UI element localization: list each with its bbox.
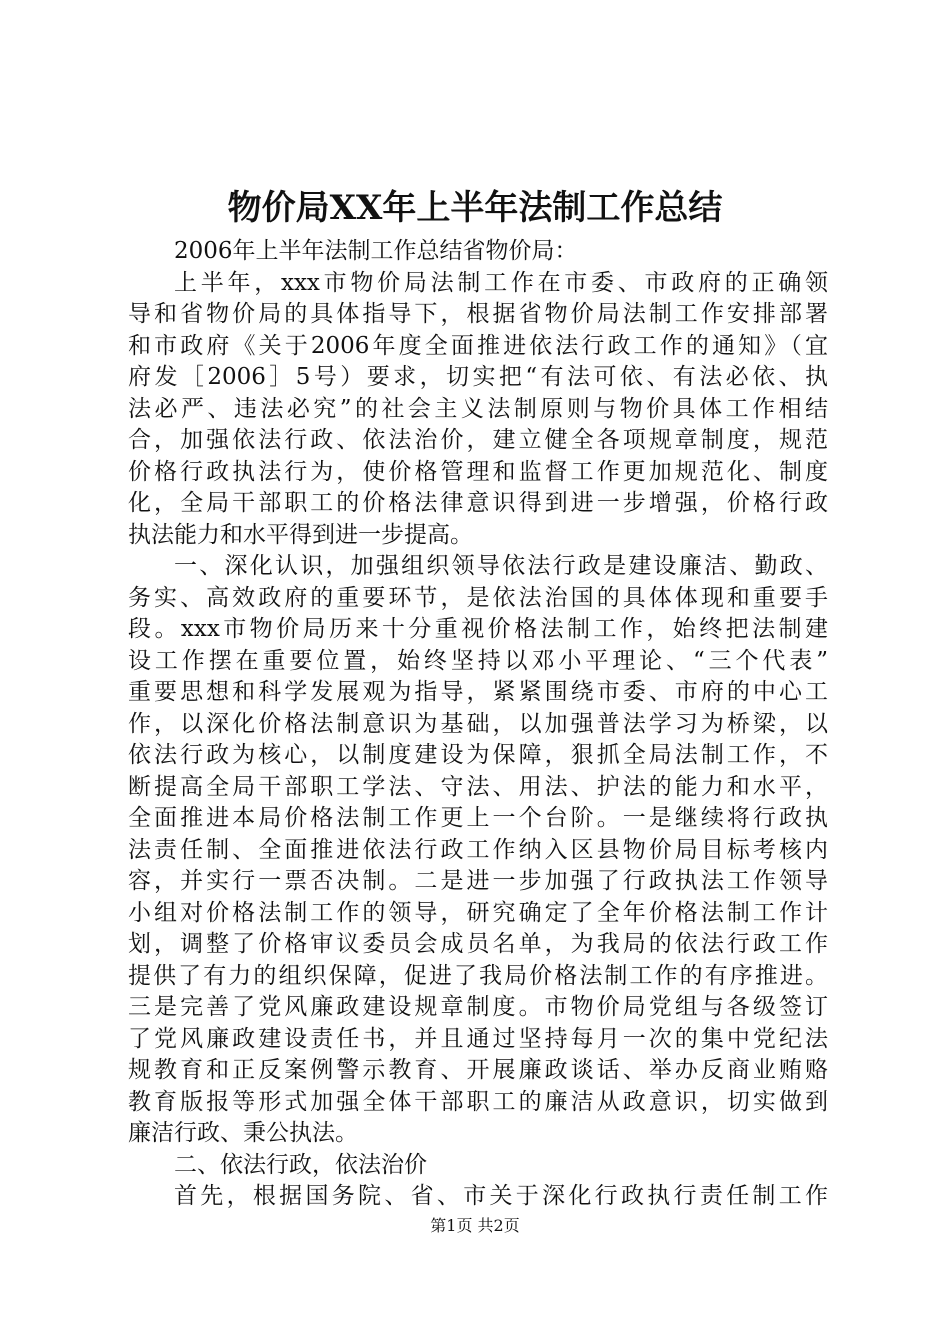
text-line: 小组对价格法制工作的领导，研究确定了全年价格法制工作计 <box>128 899 828 926</box>
text-line: 了党风廉政建设责任书，并且通过坚持每月一次的集中党纪法 <box>128 1025 828 1052</box>
text-line: 首先，根据国务院、省、市关于深化行政执行责任制工作 <box>174 1183 828 1209</box>
text-line: 府发［2006］5号）要求，切实把“有法可依、有法必依、执 <box>128 364 828 390</box>
text-line: 法必严、违法必究”的社会主义法制原则与物价具体工作相结 <box>128 395 828 422</box>
text-line: 教育版报等形式加强全体干部职工的廉洁从政意识，切实做到 <box>128 1088 828 1115</box>
document-title: 物价局XX年上半年法制工作总结 <box>227 188 723 228</box>
text-line: 和市政府《关于2006年度全面推进依法行政工作的通知》（宜 <box>128 332 828 359</box>
text-line: 廉洁行政、秉公执法。 <box>128 1120 358 1146</box>
text-line: 上半年，xxx市物价局法制工作在市委、市政府的正确领 <box>174 269 828 296</box>
text-line: 三是完善了党风廉政建设规章制度。市物价局党组与各级签订 <box>128 994 828 1020</box>
text-line: 依法行政为核心，以制度建设为保障，狠抓全局法制工作，不 <box>128 742 828 768</box>
text-line: 务实、高效政府的重要环节，是依法治国的具体体现和重要手 <box>128 584 828 611</box>
text-line: 重要思想和科学发展观为指导，紧紧围绕市委、市府的中心工 <box>128 679 828 705</box>
text-line: 化，全局干部职工的价格法律意识得到进一步增强，价格行政 <box>128 490 828 516</box>
text-line: 规教育和正反案例警示教育、开展廉政谈话、举办反商业贿赂 <box>128 1057 828 1083</box>
text-line: 二、依法行政，依法治价 <box>174 1151 427 1178</box>
text-line: 2006年上半年法制工作总结省物价局： <box>174 238 578 264</box>
text-line: 导和省物价局的具体指导下，根据省物价局法制工作安排部署 <box>128 301 828 327</box>
text-line: 提供了有力的组织保障，促进了我局价格法制工作的有序推进。 <box>128 962 828 989</box>
text-line: 容，并实行一票否决制。二是进一步加强了行政执法工作领导 <box>128 868 828 894</box>
text-line: 段。xxx市物价局历来十分重视价格法制工作，始终把法制建 <box>128 616 828 642</box>
page-footer: 第1页 共2页 <box>430 1216 520 1235</box>
text-line: 设工作摆在重要位置，始终坚持以邓小平理论、“三个代表” <box>128 647 828 674</box>
text-line: 价格行政执法行为，使价格管理和监督工作更加规范化、制度 <box>128 458 828 485</box>
text-line: 全面推进本局价格法制工作更上一个台阶。一是继续将行政执 <box>128 805 828 831</box>
document-body <box>128 236 828 1213</box>
text-line: 断提高全局干部职工学法、守法、用法、护法的能力和水平， <box>128 773 828 800</box>
text-line: 作，以深化价格法制意识为基础，以加强普法学习为桥梁，以 <box>128 710 828 737</box>
text-line: 划，调整了价格审议委员会成员名单，为我局的依法行政工作 <box>128 931 828 957</box>
text-line: 合，加强依法行政、依法治价，建立健全各项规章制度，规范 <box>128 427 828 453</box>
text-line: 一、深化认识，加强组织领导依法行政是建设廉洁、勤政、 <box>174 553 828 579</box>
text-line: 法责任制、全面推进依法行政工作纳入区县物价局目标考核内 <box>128 836 828 863</box>
text-line: 执法能力和水平得到进一步提高。 <box>128 521 473 548</box>
